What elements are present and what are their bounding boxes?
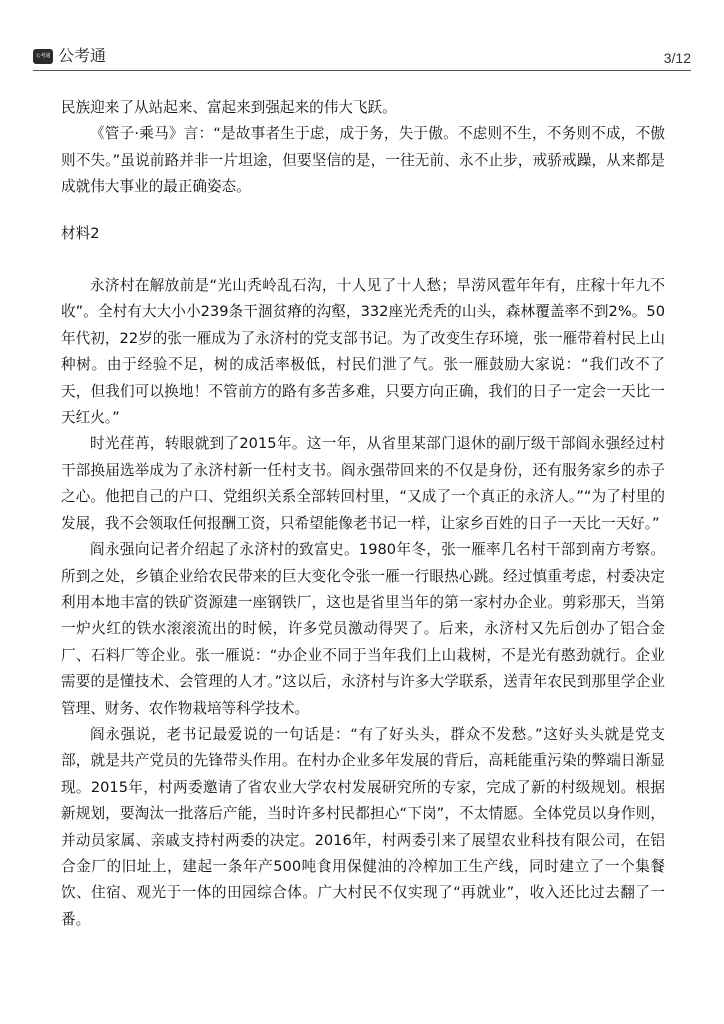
brand-name: 公考通 bbox=[58, 46, 107, 65]
page-header bbox=[33, 44, 691, 70]
paragraph-guanzi-quote: 《管子·乘马》言：“是故事者生于虑，成于务，失于傲。不虑则不生，不务则不成，不傲则不失。”虽说前路并非一片坦途，但要坚信的是，一往无前、永不止步，戒骄戒躁，从来都是成就伟大事业的最正确姿态。 bbox=[61, 125, 665, 196]
header-divider bbox=[33, 70, 691, 71]
material-heading: 材料2 bbox=[61, 224, 100, 242]
logo-mark-icon: 公考通 bbox=[33, 49, 53, 64]
brand-logo bbox=[33, 47, 106, 65]
page-number: 3/12 bbox=[663, 50, 691, 66]
paragraph-party-leadership: 阎永强说，老书记最爱说的一句话是：“有了好头头，群众不发愁。”这好头头就是党支部，就是共产党员的先锋带头作用。在村办企业多年发展的背后，高耗能重污染的弊端日渐显现。2015年，村两委邀请了省农业大学农村发展研究所的专家，完成了新的村级规划。根据新规划，要淘汰一批落后产能，当时许多村民都担心“下岗”，不太情愿。全体党员以身作则，并动员家属、亲戚支持村两委的决定。2016年，村两委引来了展望农业科技有限公司，在铝合金厂的旧址上，建起一条年产500吨食用保健油的冷榨加工生产线，同时建立了一个集餐饮、住宿、观光于一体的田园综合体。广大村民不仅实现了“再就业”，收入还比过去翻了一番。 bbox=[61, 725, 665, 928]
paragraph-village-history: 永济村在解放前是“光山秃岭乱石沟，十人见了十人愁；旱涝风雹年年有，庄稼十年九不收”。全村有大大小小239条干涸贫瘠的沟壑，332座光秃秃的山头，森林覆盖率不到2%。50年代初，22岁的张一雁成为了永济村的党支部书记。为了改变生存环境，张一雁带着村民上山种树。由于经验不足，树的成活率极低，村民们泄了气。张一雁鼓励大家说：“我们改不了天，但我们可以换地！不管前方的路有多苦多难，只要方向正确，我们的日子一定会一天比一天红火。” bbox=[61, 277, 665, 427]
paragraph-continuation: 民族迎来了从站起来、富起来到强起来的伟大飞跃。 bbox=[61, 99, 397, 116]
paragraph-enterprise-history: 阎永强向记者介绍起了永济村的致富史。1980年冬，张一雁率几名村干部到南方考察。所到之处，乡镇企业给农民带来的巨大变化令张一雁一行眼热心跳。经过慎重考虑，村委决定利用本地丰富的铁矿资源建一座钢铁厂，这也是省里当年的第一家村办企业。剪彩那天，当第一炉火红的铁水滚滚流出的时候，许多党员激动得哭了。后来，永济村又先后创办了铝合金厂、石料厂等企业。张一雁说：“办企业不同于当年我们上山栽树，不是光有憨劲就行。企业需要的是懂技术、会管理的人才。”这以后，永济村与许多大学联系，送青年农民到那里学企业管理、财务、农作物栽培等科学技术。 bbox=[61, 541, 665, 717]
paragraph-new-secretary: 时光荏苒，转眼就到了2015年。这一年，从省里某部门退休的副厅级干部阎永强经过村干部换届选举成为了永济村新一任村支书。阎永强带回来的不仅是身份，还有服务家乡的赤子之心。他把自己的户口、党组织关系全部转回村里，“又成了一个真正的永济人。”“为了村里的发展，我不会领取任何报酬工资，只希望能像老书记一样，让家乡百姓的日子一天比一天好。” bbox=[61, 435, 665, 532]
document-body bbox=[61, 95, 665, 933]
